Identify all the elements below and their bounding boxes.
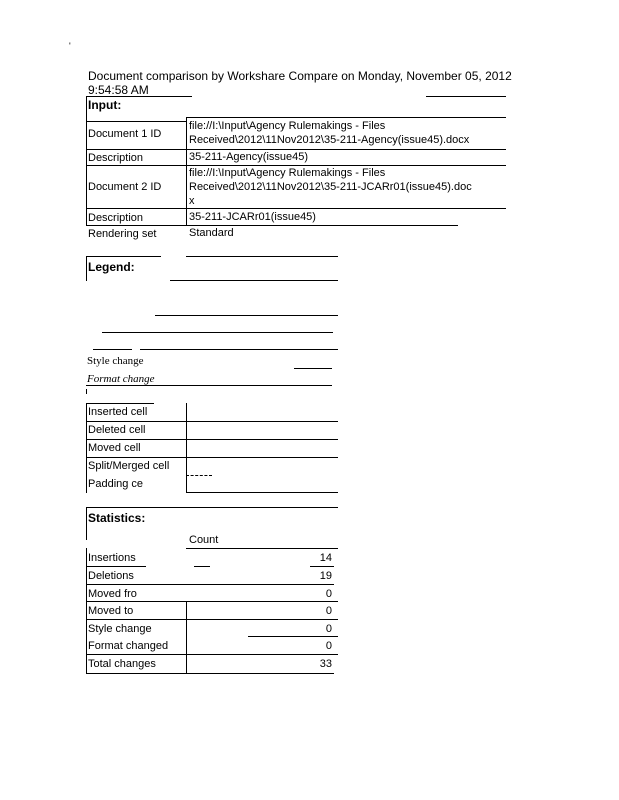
legend-split-merged-cell: Split/Merged cell bbox=[88, 460, 170, 472]
legend-padding-cell: Padding ce bbox=[88, 478, 144, 490]
doc1-path-line2: Received\2012\11Nov2012\35-211-Agency(issue45).docx bbox=[189, 134, 470, 146]
doc2-label: Document 2 ID bbox=[88, 181, 162, 193]
legend-moved-cell: Moved cell bbox=[88, 442, 141, 454]
comparison-time: 9:54:58 AM bbox=[88, 83, 149, 97]
input-heading: Input: bbox=[88, 98, 122, 112]
stat-format-changed-label: Format changed bbox=[88, 640, 169, 652]
stat-style-change-count: 0 bbox=[325, 623, 332, 635]
stat-moved-to-label: Moved to bbox=[88, 605, 134, 617]
scan-mark: ' bbox=[69, 41, 71, 51]
desc2-value: 35-211-JCARr01(issue45) bbox=[189, 211, 316, 223]
stat-deletions-label: Deletions bbox=[88, 570, 134, 582]
legend-deleted-cell: Deleted cell bbox=[88, 424, 146, 436]
stat-deletions-count: 19 bbox=[319, 570, 332, 582]
legend-format-change: Format change bbox=[87, 373, 155, 385]
legend-heading: Legend: bbox=[88, 260, 135, 274]
stat-moved-from-label: Moved fro bbox=[88, 588, 137, 600]
stat-insertions-count: 14 bbox=[319, 552, 332, 564]
rendering-set-label: Rendering set bbox=[88, 228, 157, 240]
stat-format-changed-count: 0 bbox=[325, 640, 332, 652]
legend-inserted-cell: Inserted cell bbox=[88, 406, 148, 418]
stat-total-changes-label: Total changes bbox=[88, 658, 156, 670]
comparison-title: Document comparison by Workshare Compare on Monday, November 05, 2012 bbox=[88, 69, 512, 83]
legend-style-change: Style change bbox=[87, 355, 144, 367]
desc1-label: Description bbox=[88, 152, 144, 164]
stat-moved-from-count: 0 bbox=[325, 588, 332, 600]
rendering-set-value: Standard bbox=[189, 227, 234, 239]
desc1-value: 35-211-Agency(issue45) bbox=[189, 151, 309, 163]
doc2-path-line1: file://I:\Input\Agency Rulemakings - Files bbox=[189, 167, 386, 179]
doc1-path-line1: file://I:\Input\Agency Rulemakings - Files bbox=[189, 120, 386, 132]
doc1-label: Document 1 ID bbox=[88, 128, 162, 140]
stat-total-changes-count: 33 bbox=[319, 658, 332, 670]
stat-style-change-label: Style change bbox=[88, 623, 152, 635]
stat-moved-to-count: 0 bbox=[325, 605, 332, 617]
doc2-path-line3: x bbox=[189, 195, 195, 207]
stat-insertions-label: Insertions bbox=[88, 552, 136, 564]
desc2-label: Description bbox=[88, 212, 144, 224]
count-column-header: Count bbox=[189, 534, 219, 546]
doc2-path-line2: Received\2012\11Nov2012\35-211-JCARr01(issue45).doc bbox=[189, 181, 472, 193]
statistics-heading: Statistics: bbox=[88, 511, 146, 525]
